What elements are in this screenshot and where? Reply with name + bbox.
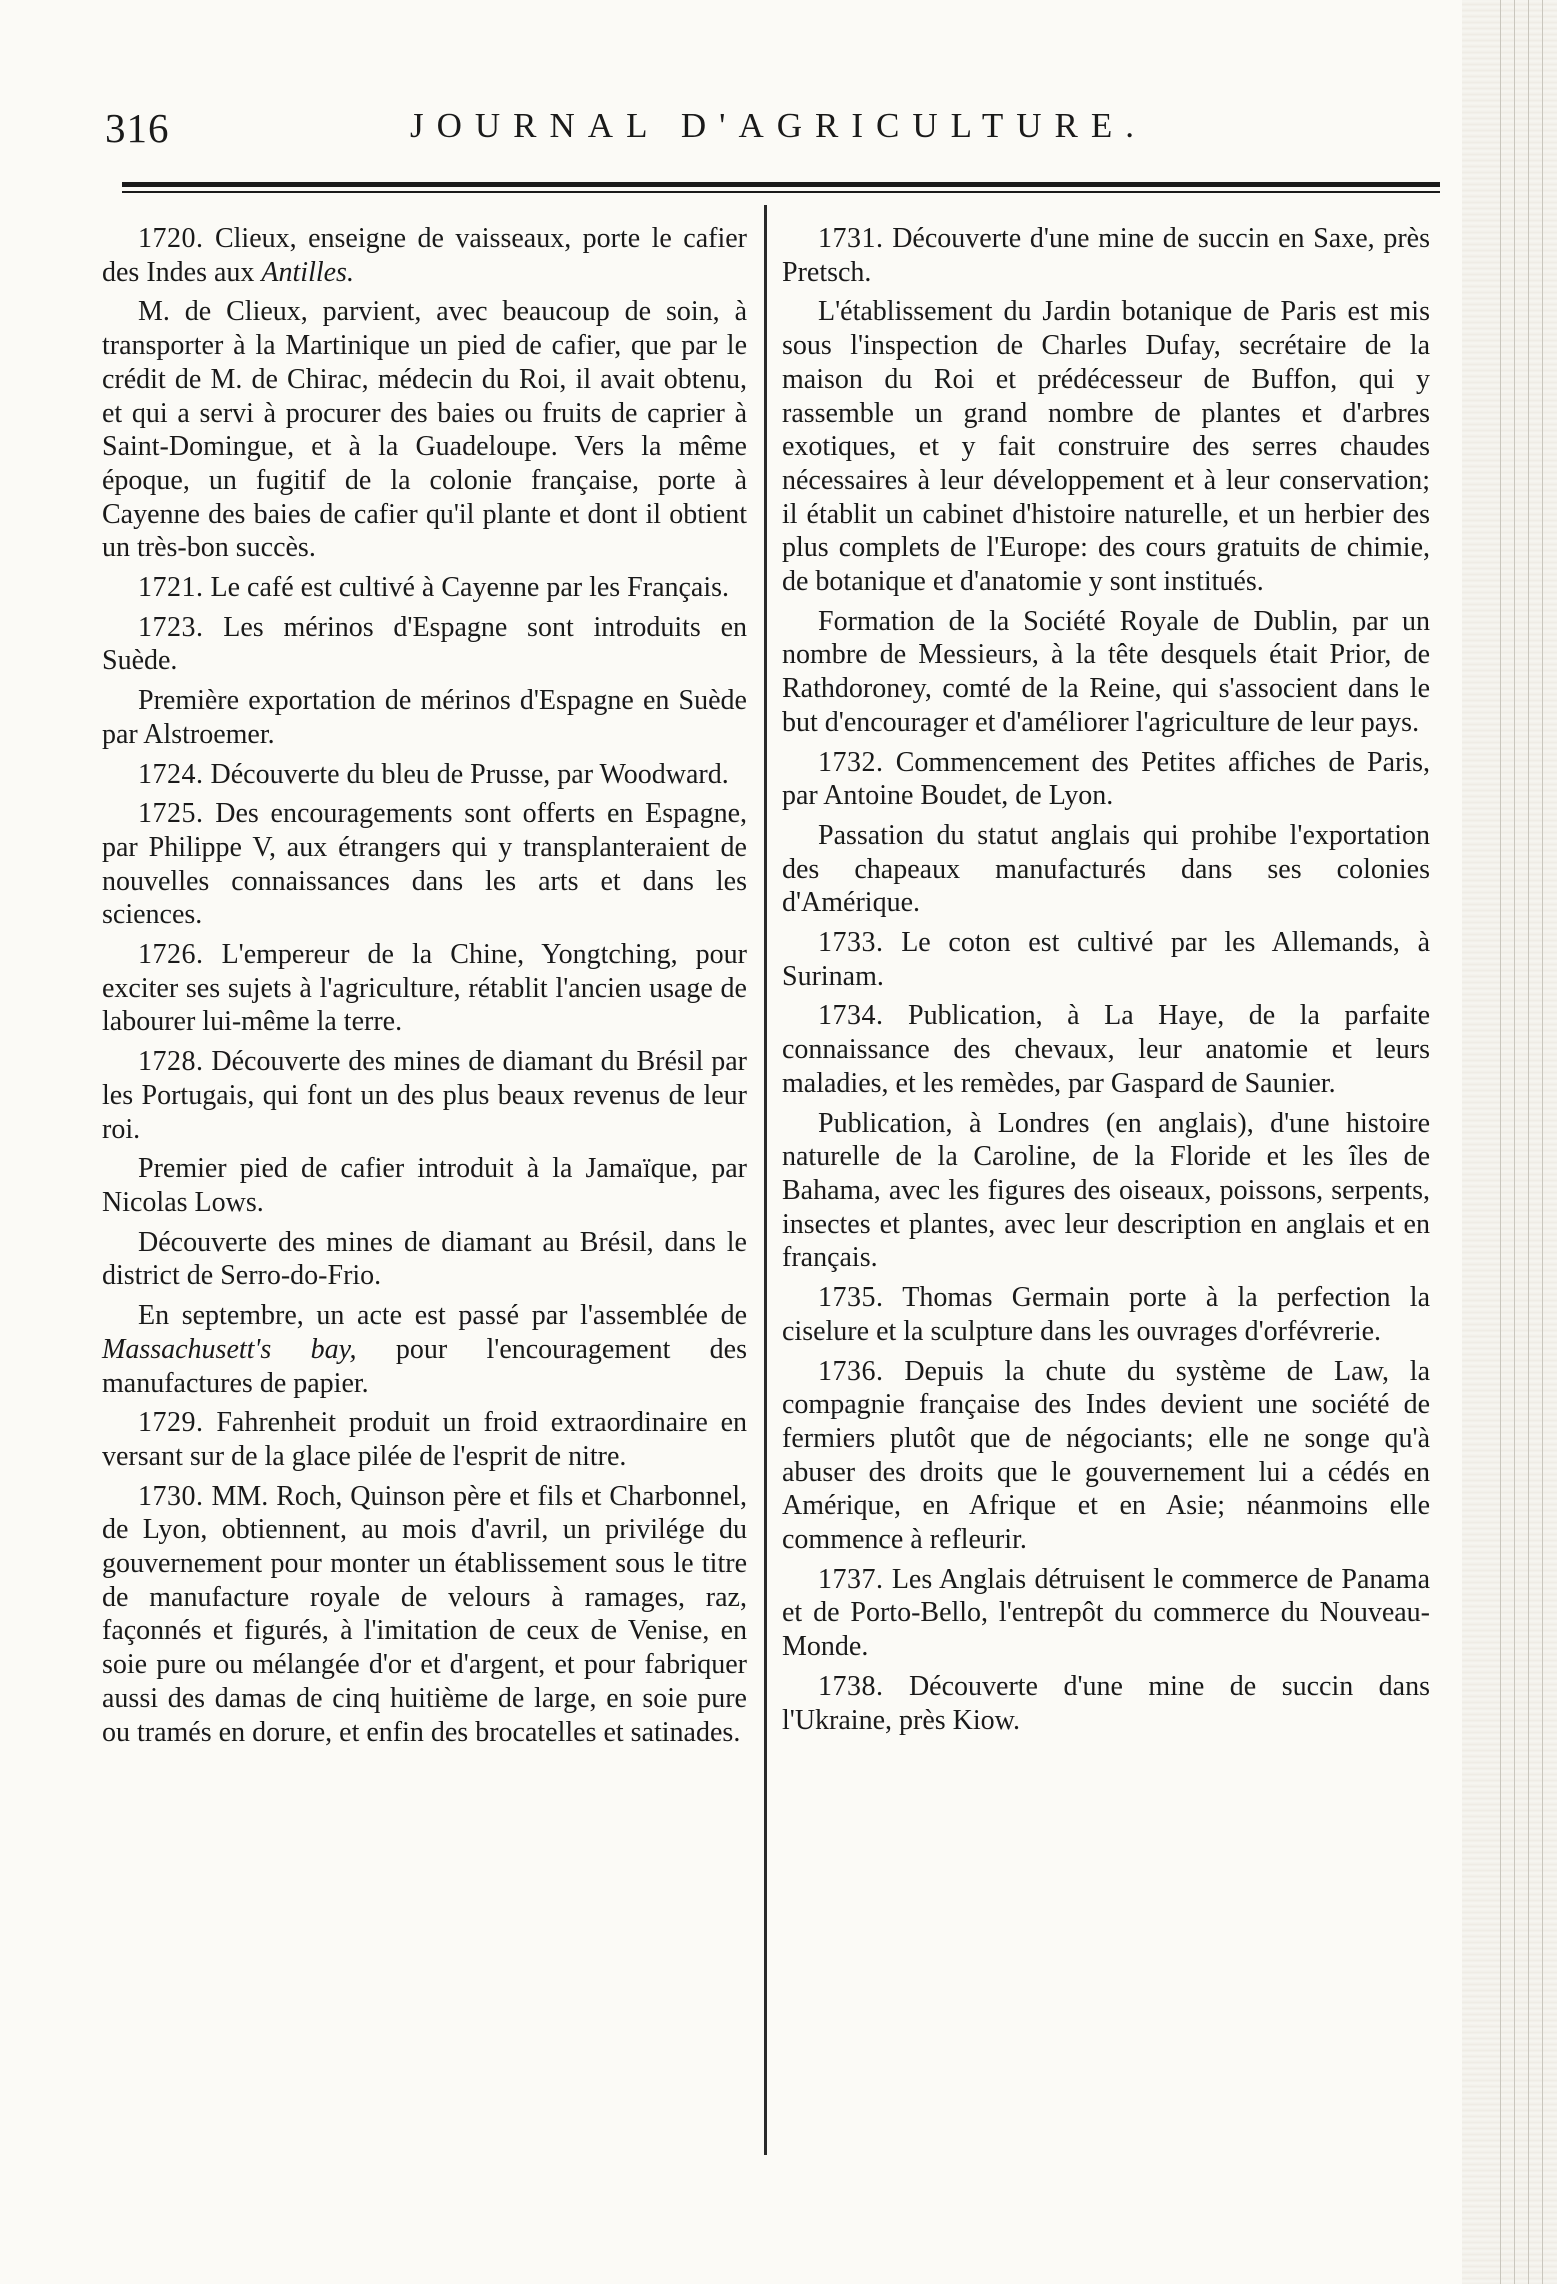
entry-paragraph: Publication, à Londres (en anglais), d'une histoire naturelle de la Caroline, de la Floride et les îles de Bahama, avec les figures des oiseaux, poissons, serpents, insectes et plantes, avec leur description en anglais et en français. bbox=[782, 1107, 1430, 1274]
entry-paragraph: Premier pied de cafier introduit à la Jamaïque, par Nicolas Lows. bbox=[102, 1153, 747, 1218]
entry-paragraph: L'établissement du Jardin botanique de Paris est mis sous l'inspection de Charles Dufay, secrétaire de la maison du Roi et prédécesseur de Buffon, qui y rassemble un grand nombre de plantes et d'arbres exotiques, et y fait construire des serres chaudes nécessaires à leur développement et à leur conservation; il établit un cabinet d'histoire naturelle, et un herbier des plus complets de l'Europe: des cours gratuits de chimie, de botanique et d'anatomie y sont institués. bbox=[782, 296, 1430, 598]
header-rule-thin bbox=[122, 191, 1440, 193]
entry-paragraph: Formation de la Société Royale de Dublin, par un nombre de Messieurs, à la tête desquels était Prior, de Rathdoroney, comté de la Reine, qui s'associent dans le but d'encourager et d'améliorer l'agriculture de leur pays. bbox=[782, 605, 1430, 738]
running-title: JOURNAL D'AGRICULTURE. bbox=[410, 106, 1147, 145]
entry-paragraph: 1720. Clieux, enseigne de vaisseaux, porte le cafier des Indes aux Antilles. bbox=[102, 223, 747, 288]
entry-paragraph: 1734. Publication, à La Haye, de la parfaite connaissance des chevaux, leur anatomie et leurs maladies, et les remèdes, par Gaspard de Saunier. bbox=[782, 1000, 1430, 1099]
page-edge-texture bbox=[1462, 0, 1557, 2284]
entry-paragraph: 1736. Depuis la chute du système de Law, la compagnie française des Indes devient une société de fermiers plutôt que de négociants; elle ne songe qu'à abuser des droits que le gouvernement lui a cédés en Amérique, en Afrique et en Asie; néanmoins elle commence à refleurir. bbox=[782, 1355, 1430, 1556]
entry-paragraph: 1733. Le coton est cultivé par les Allemands, à Surinam. bbox=[782, 927, 1431, 992]
entry-paragraph: 1738. Découverte d'une mine de succin dans l'Ukraine, près Kiow. bbox=[782, 1670, 1430, 1736]
entry-paragraph: Passation du statut anglais qui prohibe l'exportation des chapeaux manufacturés dans ses colonies d'Amérique. bbox=[782, 819, 1430, 919]
entry-paragraph: M. de Clieux, parvient, avec beaucoup de soin, à transporter à la Martinique un pied de cafier, que par le crédit de M. de Chirac, médecin du Roi, il avait obtenu, et qui a servi à procurer des baies ou fruits de caprier à Saint-Domingue, et à la Guadeloupe. Vers la même époque, un fugitif de la colonie française, porte à Cayenne des baies de cafier qu'il plante et dont il obtient un très-bon succès. bbox=[102, 296, 747, 564]
entry-paragraph: En septembre, un acte est passé par l'assemblée de Massachusett's bay, pour l'encouragement des manufactures de papier. bbox=[102, 1300, 747, 1399]
entry-paragraph: 1723. Les mérinos d'Espagne sont introduits en Suède. bbox=[102, 611, 748, 677]
entry-paragraph: 1737. Les Anglais détruisent le commerce de Panama et de Porto-Bello, l'entrepôt du commerce du Nouveau-Monde. bbox=[782, 1563, 1431, 1663]
column-divider bbox=[764, 205, 767, 2155]
entry-paragraph: 1726. L'empereur de la Chine, Yongtching, pour exciter ses sujets à l'agriculture, rétablit l'ancien usage de labourer lui-même la terre. bbox=[102, 939, 747, 1038]
entry-paragraph: 1721. Le café est cultivé à Cayenne par les Français. bbox=[138, 572, 730, 604]
entry-paragraph: 1731. Découverte d'une mine de succin en Saxe, près Pretsch. bbox=[782, 223, 1430, 288]
right-column bbox=[782, 222, 1430, 1743]
entry-paragraph: 1735. Thomas Germain porte à la perfection la ciselure et la sculpture dans les ouvrages d'orfévrerie. bbox=[782, 1282, 1430, 1347]
entry-paragraph: 1725. Des encouragements sont offerts en Espagne, par Philippe V, aux étrangers qui y transplanteraient de nouvelles connaissances dans les arts et dans les sciences. bbox=[102, 798, 747, 931]
entry-paragraph: 1730. MM. Roch, Quinson père et fils et Charbonnel, de Lyon, obtiennent, au mois d'avril, un privilége du gouvernement pour monter un établissement sous le titre de manufacture royale de velours à ramages, raz, façonnés et figurés, à l'imitation de ceux de Venise, en soie pure ou mélangée d'or et d'argent, et pour fabriquer aussi des damas de cinq huitième de large, en soie pure ou tramés en dorure, et enfin des brocatelles et satinades. bbox=[102, 1480, 747, 1748]
header-rule-thick bbox=[122, 182, 1440, 187]
entry-paragraph: 1729. Fahrenheit produit un froid extraordinaire en versant sur de la glace pilée de l'esprit de nitre. bbox=[102, 1407, 748, 1472]
entry-paragraph: 1732. Commencement des Petites affiches de Paris, par Antoine Boudet, de Lyon. bbox=[782, 746, 1430, 812]
entry-paragraph: 1728. Découverte des mines de diamant du Brésil par les Portugais, qui font un des plus beaux revenus de leur roi. bbox=[102, 1046, 747, 1145]
entry-paragraph: Première exportation de mérinos d'Espagne en Suède par Alstroemer. bbox=[102, 685, 747, 750]
left-column bbox=[102, 222, 747, 1755]
page-number: 316 bbox=[105, 105, 170, 151]
entry-paragraph: Découverte des mines de diamant au Brésil, dans le district de Serro-do-Frio. bbox=[102, 1226, 747, 1292]
entry-paragraph: 1724. Découverte du bleu de Prusse, par Woodward. bbox=[138, 758, 729, 790]
page-header bbox=[105, 104, 1445, 160]
